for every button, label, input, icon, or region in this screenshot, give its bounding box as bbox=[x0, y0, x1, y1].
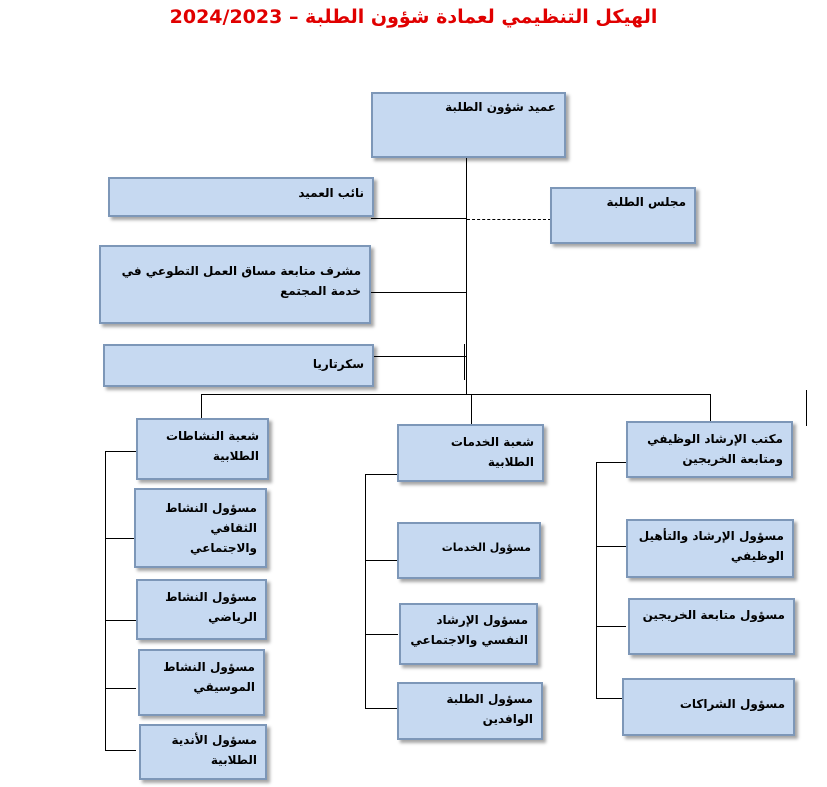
guidance-office-label: مكتب الإرشاد الوظيفي ومتابعة الخريجين bbox=[647, 432, 783, 466]
deputy-dean-box bbox=[108, 177, 374, 217]
page-title: الهيكل التنظيمي لعمادة شؤون الطلبة – 2024/2023 bbox=[169, 6, 658, 28]
alumni-officer-box bbox=[628, 598, 795, 655]
activities-division-box bbox=[136, 418, 269, 480]
secretariat-label: سكرتاريا bbox=[312, 357, 364, 371]
music-officer-box bbox=[138, 649, 265, 716]
sports-officer-label: مسؤول النشاط الرياضي bbox=[165, 590, 257, 624]
clubs-officer-box bbox=[139, 724, 267, 780]
career-officer-box bbox=[626, 519, 794, 578]
volunteer-supervisor-box bbox=[99, 245, 371, 324]
student-council-label: مجلس الطلبة bbox=[606, 195, 686, 209]
music-officer-label: مسؤول النشاط الموسيقي bbox=[163, 660, 255, 694]
clubs-officer-label: مسؤول الأندية الطلابية bbox=[171, 733, 257, 767]
secretariat-box bbox=[103, 344, 374, 387]
sports-officer-box bbox=[136, 579, 267, 640]
cultural-officer-box bbox=[134, 488, 267, 568]
cultural-officer-label: مسؤول النشاط الثقافي والاجتماعي bbox=[165, 501, 257, 555]
international-officer-label: مسؤول الطلبة الوافدين bbox=[446, 692, 533, 726]
career-officer-label: مسؤول الإرشاد والتأهيل الوظيفي bbox=[638, 529, 784, 563]
partnerships-officer-box bbox=[622, 678, 795, 736]
volunteer-supervisor-label: مشرف متابعة مساق العمل التطوعي في خدمة المجتمع bbox=[121, 264, 361, 298]
counseling-officer-label: مسؤول الإرشاد النفسي والاجتماعي bbox=[410, 613, 528, 647]
dean-box bbox=[371, 92, 566, 158]
services-division-label: شعبة الخدمات الطلابية bbox=[450, 435, 534, 469]
alumni-officer-label: مسؤول متابعة الخريجين bbox=[642, 608, 785, 622]
services-officer-box bbox=[397, 522, 541, 579]
dean-label: عميد شؤون الطلبة bbox=[445, 100, 556, 114]
deputy-dean-label: نائب العميد bbox=[298, 186, 364, 200]
services-division-box bbox=[397, 424, 544, 482]
services-officer-label: مسؤول الخدمات bbox=[441, 541, 531, 554]
counseling-officer-box bbox=[399, 603, 538, 665]
activities-division-label: شعبة النشاطات الطلابية bbox=[165, 429, 259, 463]
student-council-box bbox=[550, 187, 696, 244]
partnerships-officer-label: مسؤول الشراكات bbox=[679, 697, 785, 711]
international-officer-box bbox=[397, 682, 543, 740]
guidance-office-box bbox=[626, 421, 793, 478]
